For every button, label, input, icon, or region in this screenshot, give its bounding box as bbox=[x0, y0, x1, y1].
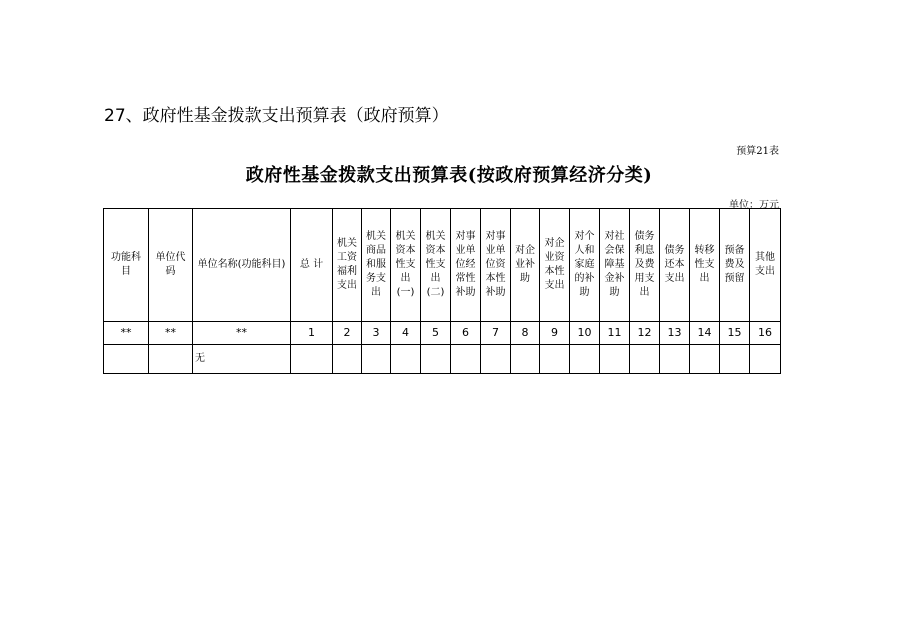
column-header: 预备费及预留 bbox=[720, 209, 750, 322]
column-header: 其他支出 bbox=[750, 209, 781, 322]
table-title: 政府性基金拨款支出预算表(按政府预算经济分类) bbox=[245, 165, 653, 186]
column-index: ** bbox=[104, 322, 149, 345]
table-cell bbox=[690, 345, 720, 374]
column-index: 7 bbox=[481, 322, 511, 345]
column-index: 16 bbox=[750, 322, 781, 345]
column-header: 机关工资福利支出 bbox=[333, 209, 362, 322]
column-index: 3 bbox=[362, 322, 391, 345]
column-index: 15 bbox=[720, 322, 750, 345]
column-header: 对个人和家庭的补助 bbox=[570, 209, 600, 322]
column-header: 机关商品和服务支出 bbox=[362, 209, 391, 322]
column-header: 对社会保障基金补助 bbox=[600, 209, 630, 322]
column-index: 11 bbox=[600, 322, 630, 345]
column-index: 13 bbox=[660, 322, 690, 345]
table-cell bbox=[391, 345, 421, 374]
table-cell: 无 bbox=[193, 345, 291, 374]
column-header: 机关资本性支出(一) bbox=[391, 209, 421, 322]
column-index: 9 bbox=[540, 322, 570, 345]
table-cell bbox=[481, 345, 511, 374]
table-cell bbox=[333, 345, 362, 374]
table-cell bbox=[362, 345, 391, 374]
column-index: 8 bbox=[511, 322, 540, 345]
table-cell bbox=[149, 345, 193, 374]
table-row bbox=[104, 345, 781, 374]
table-number: 预算21表 bbox=[736, 146, 779, 157]
column-index: 14 bbox=[690, 322, 720, 345]
column-index: ** bbox=[149, 322, 193, 345]
column-header: 单位代码 bbox=[149, 209, 193, 322]
table-cell bbox=[720, 345, 750, 374]
column-header: 机关资本性支出(二) bbox=[421, 209, 451, 322]
column-header: 转移性支出 bbox=[690, 209, 720, 322]
budget-table bbox=[103, 208, 781, 374]
table-cell bbox=[421, 345, 451, 374]
column-header: 对事业单位资本性补助 bbox=[481, 209, 511, 322]
table-cell bbox=[570, 345, 600, 374]
column-header: 总 计 bbox=[291, 209, 333, 322]
column-header: 功能科目 bbox=[104, 209, 149, 322]
table-cell bbox=[630, 345, 660, 374]
table-cell bbox=[104, 345, 149, 374]
column-index: ** bbox=[193, 322, 291, 345]
column-index: 1 bbox=[291, 322, 333, 345]
column-index: 12 bbox=[630, 322, 660, 345]
column-index: 2 bbox=[333, 322, 362, 345]
column-header: 对事业单位经常性补助 bbox=[451, 209, 481, 322]
table-cell bbox=[540, 345, 570, 374]
table-cell bbox=[511, 345, 540, 374]
unit-label: 单位：万元 bbox=[729, 200, 779, 211]
column-header: 债务还本支出 bbox=[660, 209, 690, 322]
table-cell bbox=[451, 345, 481, 374]
table-cell bbox=[750, 345, 781, 374]
table-cell bbox=[660, 345, 690, 374]
column-index: 5 bbox=[421, 322, 451, 345]
column-header: 对企业资本性支出 bbox=[540, 209, 570, 322]
table-cell bbox=[600, 345, 630, 374]
table-cell bbox=[291, 345, 333, 374]
column-header: 对企业补助 bbox=[511, 209, 540, 322]
column-index-row bbox=[104, 322, 781, 345]
column-header: 债务利息及费用支出 bbox=[630, 209, 660, 322]
column-header: 单位名称(功能科目) bbox=[193, 209, 291, 322]
column-index: 10 bbox=[570, 322, 600, 345]
header-row bbox=[104, 209, 781, 322]
column-index: 4 bbox=[391, 322, 421, 345]
section-heading: 27、政府性基金拨款支出预算表（政府预算） bbox=[104, 106, 449, 126]
column-index: 6 bbox=[451, 322, 481, 345]
